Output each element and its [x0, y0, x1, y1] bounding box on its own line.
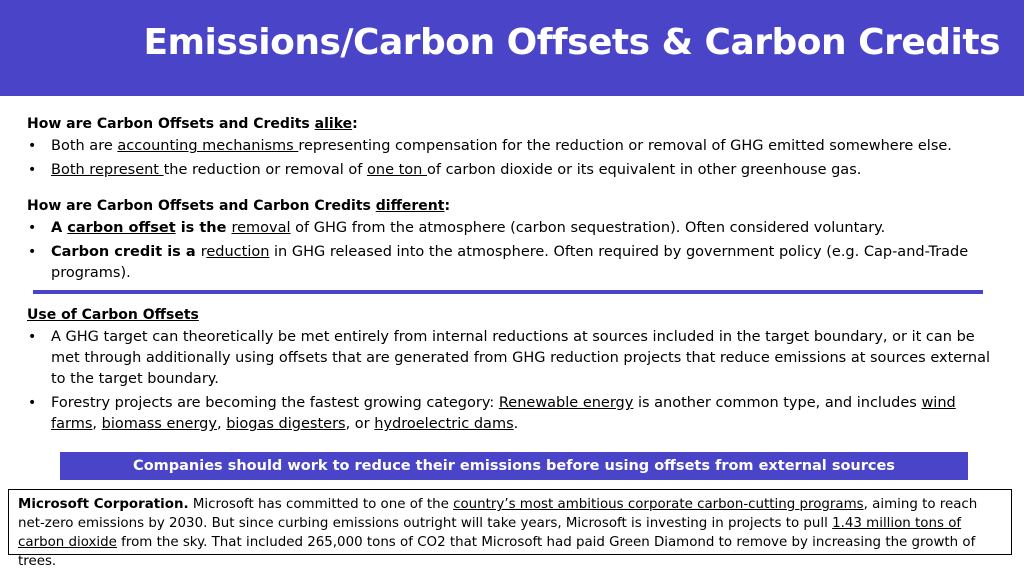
section-divider: [33, 290, 983, 294]
use-heading: Use of Carbon Offsets: [27, 307, 199, 323]
case-company: Microsoft Corporation.: [18, 497, 189, 512]
link-wind-farms[interactable]: wind farms: [51, 395, 956, 432]
use-list: [27, 327, 1002, 435]
list-item: • Forestry projects are becoming the fastest growing category: Renewable energy is another common type, and includes wind farms, biomass energy, biogas digesters, or hydroelectric dams.: [27, 393, 1002, 435]
link-accounting-mechanisms[interactable]: accounting mechanisms: [117, 138, 299, 154]
link-biomass-energy[interactable]: biomass energy: [101, 416, 217, 432]
list-item: • Both are accounting mechanisms representing compensation for the reduction or removal of GHG emitted somewhere else.: [27, 136, 1002, 157]
link-renewable-energy[interactable]: Renewable energy: [498, 395, 634, 411]
link-both-represent[interactable]: Both represent: [51, 162, 164, 178]
title-bar: [0, 0, 1024, 96]
section-use: [27, 305, 1002, 438]
link-carbon-cutting-programs[interactable]: country’s most ambitious corporate carbon-cutting programs: [453, 497, 864, 512]
section-alike: [27, 114, 1002, 184]
callout-banner: Companies should work to reduce their emissions before using offsets from external sources: [60, 452, 968, 480]
different-heading: How are Carbon Offsets and Carbon Credits different:: [27, 198, 451, 214]
list-item: • A GHG target can theoretically be met entirely from internal reductions at sources included in the target boundary, or it can be met through additionally using offsets that are generated from GHG reduction projects that reduce emissions at sources external to the target boundary.: [27, 327, 1002, 390]
link-hydroelectric-dams[interactable]: hydroelectric dams: [374, 416, 514, 432]
link-one-ton[interactable]: one ton: [367, 162, 427, 178]
link-co2-tons[interactable]: 1.43 million tons of carbon dioxide: [18, 516, 962, 550]
different-list: [27, 218, 1002, 284]
alike-list: [27, 136, 1002, 181]
list-item: • Carbon credit is a reduction in GHG released into the atmosphere. Often required by government policy (e.g. Cap-and-Trade programs).: [27, 242, 1002, 284]
list-item: • Both represent the reduction or removal of one ton of carbon dioxide or its equivalent in other greenhouse gas.: [27, 160, 1002, 181]
alike-heading: How are Carbon Offsets and Credits alike:: [27, 116, 358, 132]
microsoft-case-box: Microsoft Corporation. Microsoft has committed to one of the country’s most ambitious corporate carbon-cutting programs, aiming to reach net-zero emissions by 2030. But since curbing emissions outright will take years, Microsoft is investing in projects to pull 1.43 million tons of carbon dioxide from the sky. That included 265,000 tons of CO2 that Microsoft had paid Green Diamond to remove by increasing the growth of trees.: [8, 489, 1012, 555]
link-reduction[interactable]: eduction: [206, 244, 270, 260]
slide-title: Emissions/Carbon Offsets & Carbon Credits: [143, 22, 1000, 63]
link-biogas-digesters[interactable]: biogas digesters: [226, 416, 346, 432]
list-item: • A carbon offset is the removal of GHG from the atmosphere (carbon sequestration). Often considered voluntary.: [27, 218, 1002, 239]
link-removal[interactable]: removal: [231, 220, 291, 236]
section-different: [27, 196, 1002, 287]
